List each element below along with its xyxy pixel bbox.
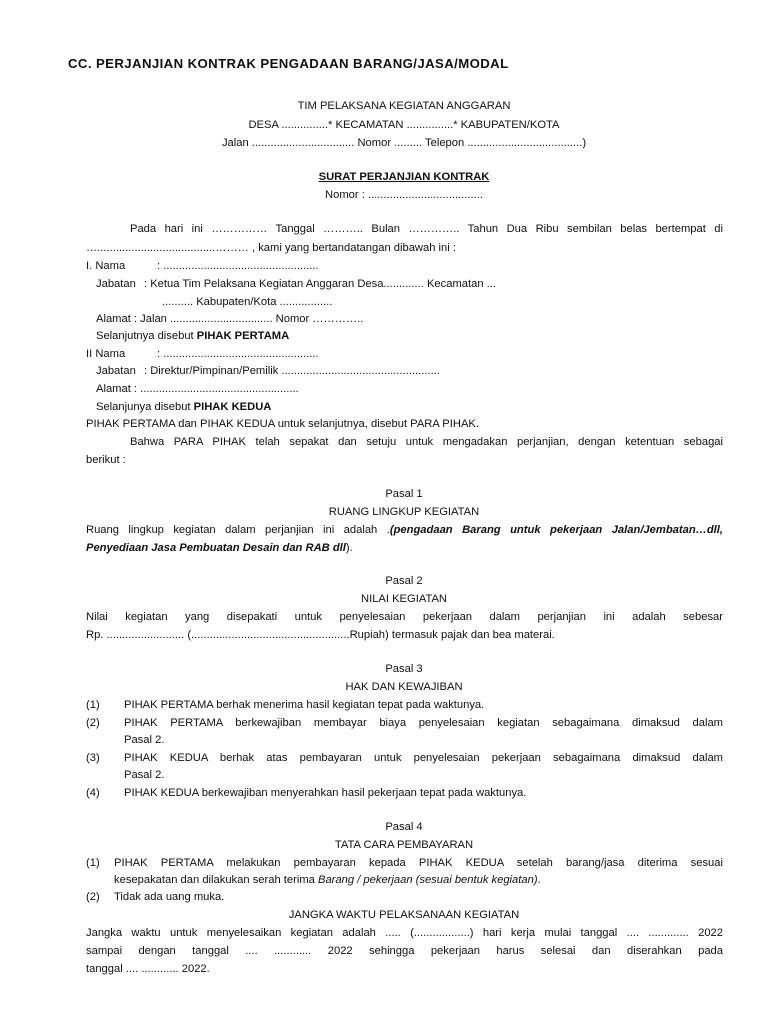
opening-line-1: Pada hari ini …………… Tanggal ……….. Bulan ………….. Tahun Dua Ribu sembilan belas bertempat di bbox=[130, 223, 723, 235]
pasal4-number: Pasal 4 bbox=[385, 821, 423, 833]
pasal3-item-3-cont: Pasal 2. bbox=[124, 769, 165, 781]
pasal3-item-3-number: (3) bbox=[86, 752, 100, 764]
party1-designation: Selanjutnya disebut PIHAK PERTAMA bbox=[96, 330, 290, 342]
opening-line-2: …......................................……… , kami yang bertandatangan dibawah ini : bbox=[86, 242, 456, 254]
pasal4-item-1-line-1: PIHAK PERTAMA melakukan pembayaran kepada PIHAK KEDUA setelah barang/jasa diterima sesuai bbox=[114, 857, 723, 869]
pasal2-title: NILAI KEGIATAN bbox=[361, 593, 447, 605]
pasal1-line-1: Ruang lingkup kegiatan dalam perjanjian ini adalah .(pengadaan Barang untuk pekerjaan Jalan/Jembatan…dll, bbox=[86, 524, 723, 536]
agreement-line-2: berikut : bbox=[86, 454, 126, 466]
jangka-title: JANGKA WAKTU PELAKSANAAN KEGIATAN bbox=[288, 909, 520, 921]
party2-position-value: : Direktur/Pimpinan/Pemilik ................................................... bbox=[144, 365, 440, 377]
pasal3-item-2-number: (2) bbox=[86, 717, 100, 729]
party1-address: Alamat : Jalan ................................. Nomor ………….. bbox=[96, 313, 364, 325]
pasal3-item-4-number: (4) bbox=[86, 787, 100, 799]
party2-designation: Selanjunya disebut PIHAK KEDUA bbox=[96, 401, 272, 413]
pasal3-title: HAK DAN KEWAJIBAN bbox=[345, 681, 463, 693]
pasal2-number: Pasal 2 bbox=[385, 575, 423, 587]
party2-position-label: Jabatan bbox=[96, 365, 136, 377]
pasal4-item-2-text: Tidak ada uang muka. bbox=[114, 891, 225, 903]
party1-position-value-2: .......... Kabupaten/Kota ................. bbox=[162, 296, 333, 308]
party2-name-label: II Nama bbox=[86, 348, 126, 360]
pasal4-item-1-line-2: kesepakatan dan dilakukan serah terima Barang / pekerjaan (sesuai bentuk kegiatan). bbox=[114, 874, 541, 886]
pasal3-item-3-text: PIHAK KEDUA berhak atas pembayaran untuk penyelesaian pekerjaan sebagaimana dimaksud dalam bbox=[124, 752, 723, 764]
party1-name-label: I. Nama bbox=[86, 260, 126, 272]
header-line-2: DESA ...............* KECAMATAN ...............* KABUPATEN/KOTA bbox=[248, 119, 560, 131]
pasal3-item-1-number: (1) bbox=[86, 699, 100, 711]
pasal4-title: TATA CARA PEMBAYARAN bbox=[334, 839, 474, 851]
pasal1-number: Pasal 1 bbox=[385, 488, 423, 500]
party1-position-value-1: : Ketua Tim Pelaksana Kegiatan Anggaran Desa............. Kecamatan ... bbox=[144, 278, 496, 290]
header-line-1: TIM PELAKSANA KEGIATAN ANGGARAN bbox=[297, 100, 511, 112]
pasal3-item-4-text: PIHAK KEDUA berkewajiban menyerahkan hasil pekerjaan tepat pada waktunya. bbox=[124, 787, 527, 799]
pasal2-line-1: Nilai kegiatan yang disepakati untuk penyelesaian pekerjaan dalam perjanjian ini adalah sebesar bbox=[86, 611, 723, 623]
jangka-line-3: tanggal .... ............ 2022. bbox=[86, 963, 210, 975]
party1-name-value: : .................................................. bbox=[157, 260, 319, 272]
jangka-line-2: sampai dengan tanggal .... ............ 2022 sehingga pekerjaan harus selesai dan diserahkan pada bbox=[86, 945, 723, 957]
pasal1-line-2: Penyediaan Jasa Pembuatan Desain dan RAB dll). bbox=[86, 542, 353, 554]
party1-position-label: Jabatan bbox=[96, 278, 136, 290]
pasal4-item-2-number: (2) bbox=[86, 891, 100, 903]
pasal1-title: RUANG LINGKUP KEGIATAN bbox=[328, 506, 480, 518]
parties-line: PIHAK PERTAMA dan PIHAK KEDUA untuk selanjutnya, disebut PARA PIHAK. bbox=[86, 418, 479, 430]
party2-address: Alamat : ................................................... bbox=[96, 383, 299, 395]
pasal3-number: Pasal 3 bbox=[385, 663, 423, 675]
pasal3-item-2-cont: Pasal 2. bbox=[124, 734, 165, 746]
pasal3-item-2-text: PIHAK PERTAMA berkewajiban membayar biaya penyelesaian kegiatan sebagaimana dimaksud dalam bbox=[124, 717, 723, 729]
contract-number: Nomor : ..................................... bbox=[325, 189, 483, 201]
party2-name-value: : .................................................. bbox=[157, 348, 319, 360]
pasal3-item-1-text: PIHAK PERTAMA berhak menerima hasil kegiatan tepat pada waktunya. bbox=[124, 699, 485, 711]
pasal2-line-2: Rp. ......................... (...................................................Rupiah) termasuk pajak dan bea materai. bbox=[86, 629, 555, 641]
pasal4-item-1-number: (1) bbox=[86, 857, 100, 869]
header-line-3: Jalan ................................. Nomor ......... Telepon .....................................) bbox=[221, 137, 587, 149]
jangka-line-1: Jangka waktu untuk menyelesaikan kegiatan adalah ..... (..................) hari kerja mulai tanggal .... ............. 2022 bbox=[86, 927, 723, 939]
document-heading: CC. PERJANJIAN KONTRAK PENGADAAN BARANG/JASA/MODAL bbox=[68, 56, 509, 71]
agreement-line-1: Bahwa PARA PIHAK telah sepakat dan setuju untuk mengadakan perjanjian, dengan ketentuan sebagai bbox=[130, 436, 723, 448]
contract-title: SURAT PERJANJIAN KONTRAK bbox=[318, 171, 490, 183]
